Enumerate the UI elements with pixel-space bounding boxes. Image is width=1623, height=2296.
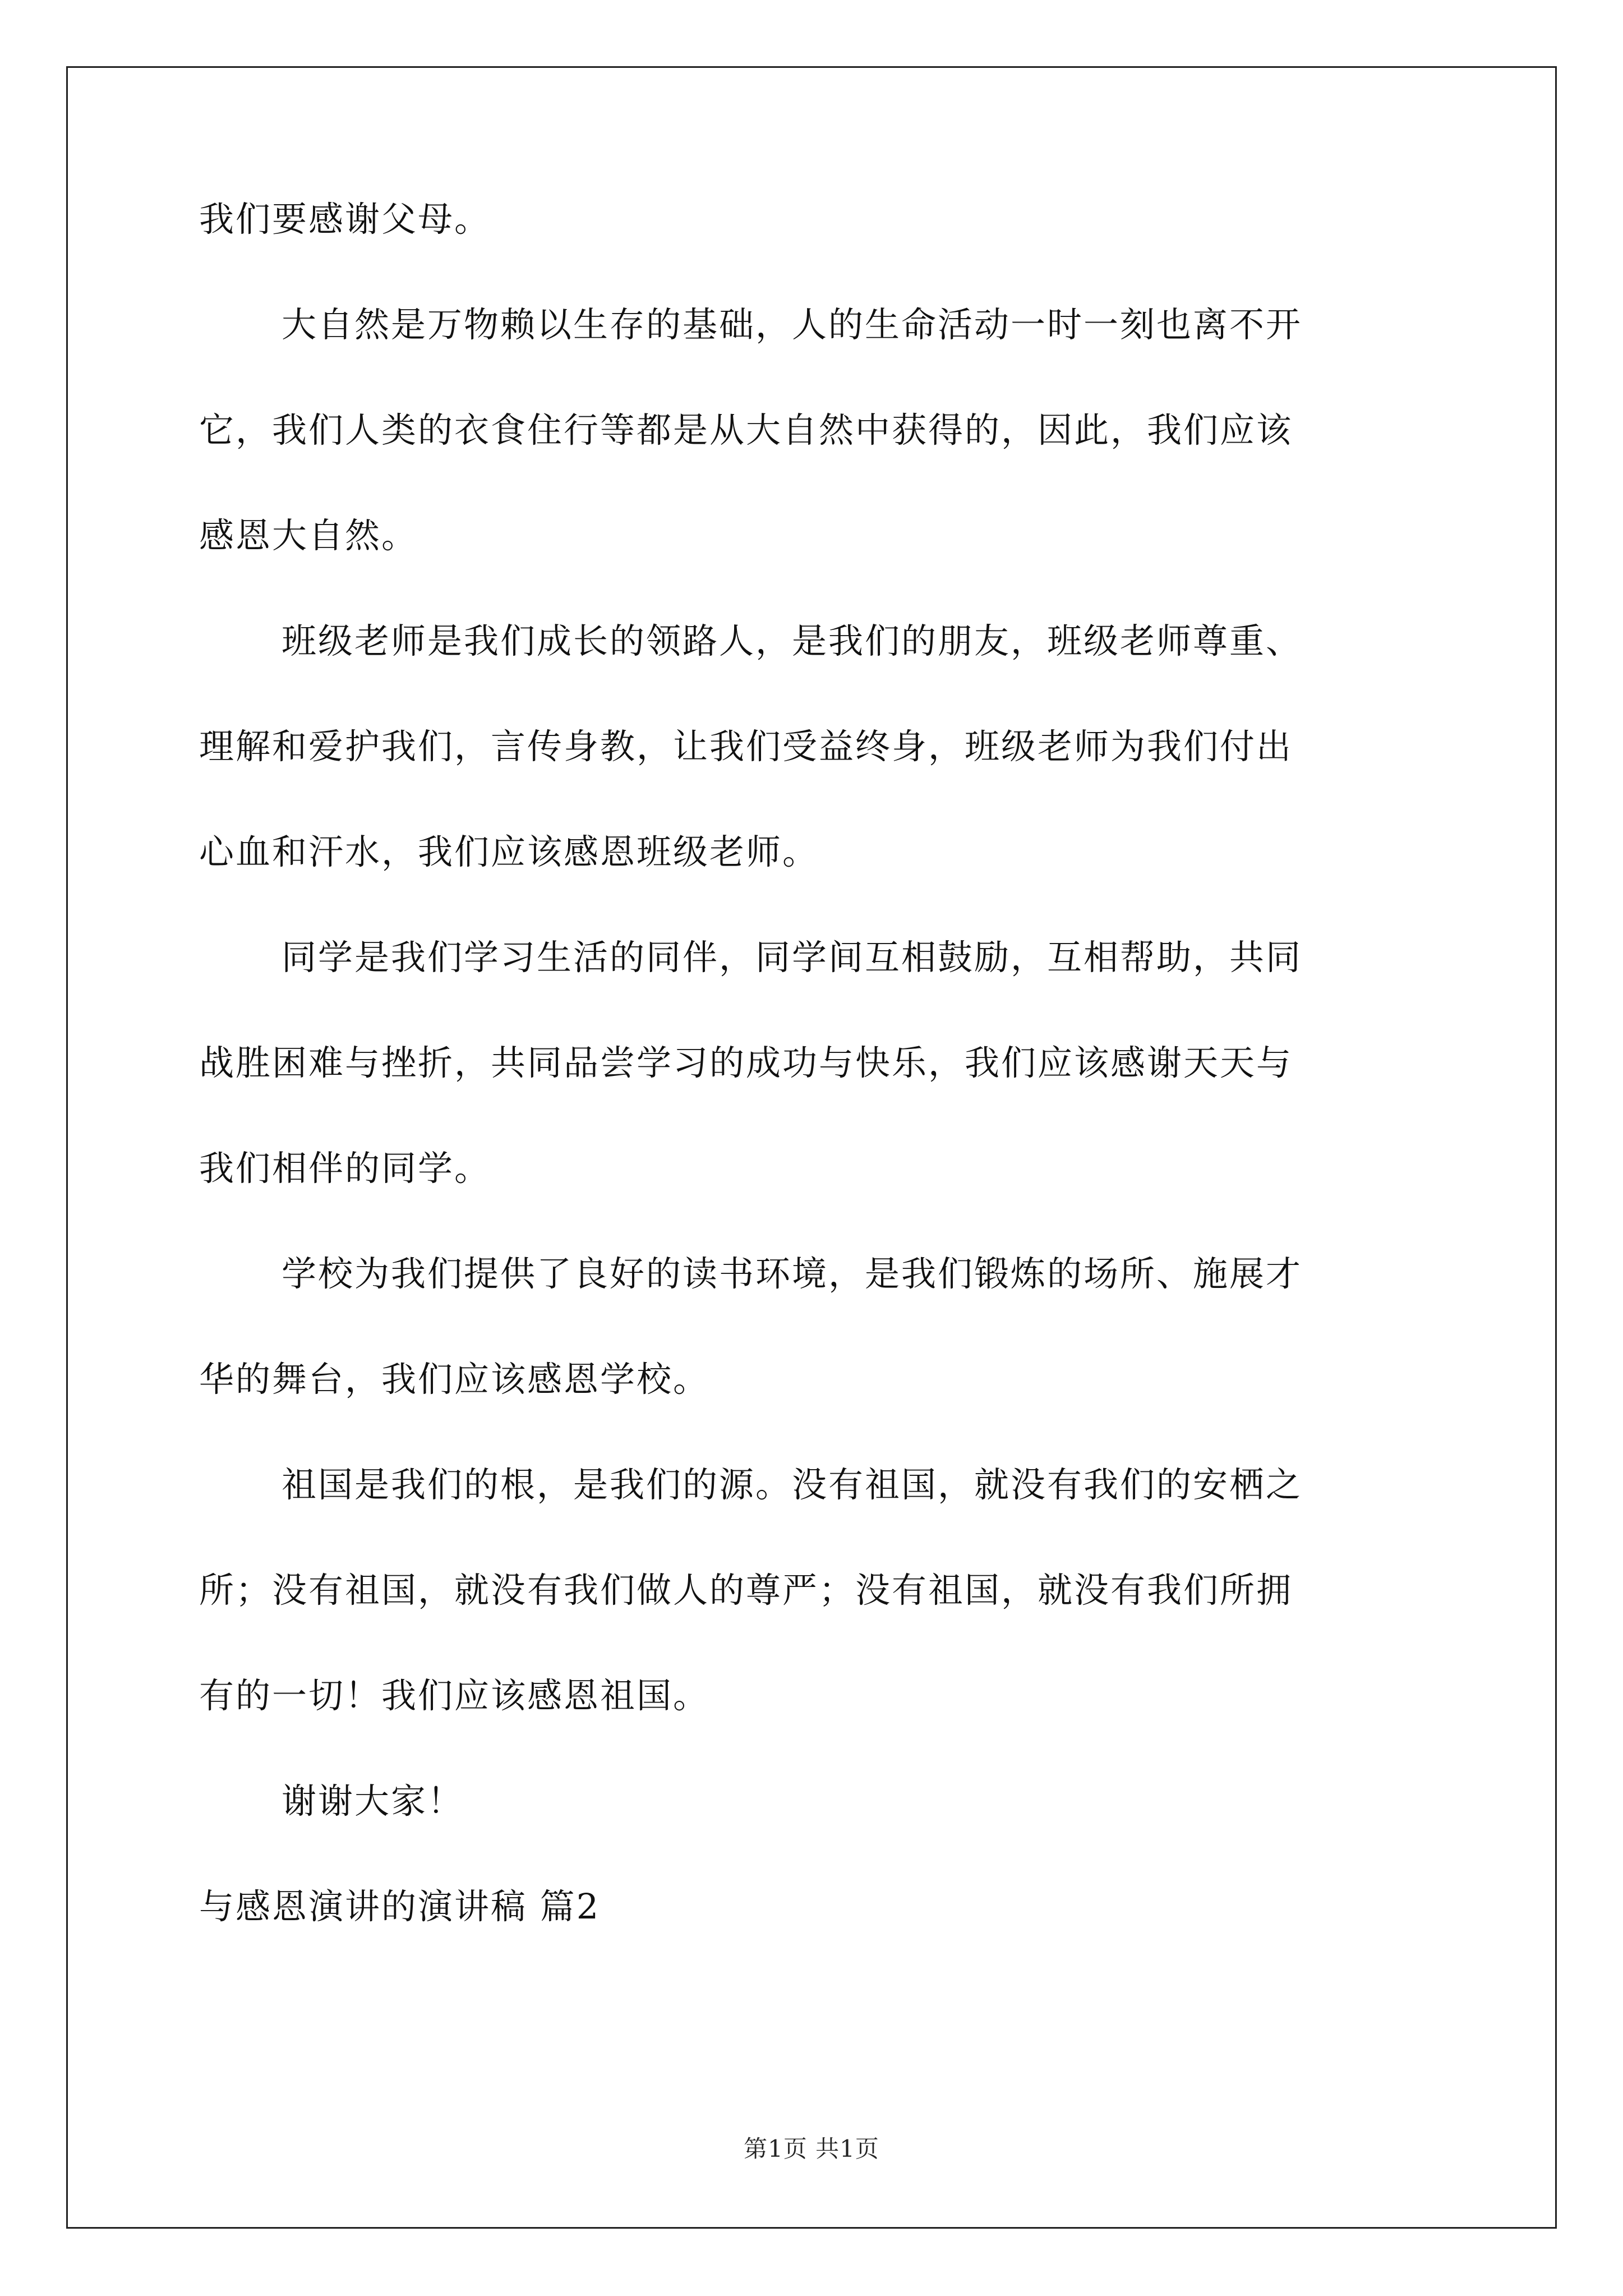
text-line: 心血和汗水，我们应该感恩班级老师。 — [199, 831, 819, 872]
text-line: 我们要感谢父母。 — [199, 199, 491, 240]
paragraph-start-line: 学校为我们提供了良好的读书环境，是我们锻炼的场所、施展才 — [282, 1253, 1303, 1294]
text-line: 所；没有祖国，就没有我们做人的尊严；没有祖国，就没有我们所拥 — [199, 1570, 1293, 1611]
paragraph-start-line: 班级老师是我们成长的领路人，是我们的朋友，班级老师尊重、 — [282, 620, 1303, 661]
text-line: 我们相伴的同学。 — [199, 1148, 491, 1189]
closing-line: 谢谢大家！ — [282, 1780, 464, 1821]
text-line: 理解和爱护我们，言传身教，让我们受益终身，班级老师为我们付出 — [199, 726, 1293, 767]
page-footer: 第1页 共1页 — [744, 2135, 879, 2162]
text-line: 它，我们人类的衣食住行等都是从大自然中获得的，因此，我们应该 — [199, 409, 1293, 450]
text-line: 有的一切！我们应该感恩祖国。 — [199, 1675, 710, 1716]
text-line: 华的舞台，我们应该感恩学校。 — [199, 1359, 710, 1400]
paragraph-start-line: 祖国是我们的根，是我们的源。没有祖国，就没有我们的安栖之 — [282, 1464, 1303, 1505]
section-heading: 与感恩演讲的演讲稿 篇2 — [199, 1886, 601, 1927]
text-line: 战胜困难与挫折，共同品尝学习的成功与快乐，我们应该感谢天天与 — [199, 1042, 1293, 1083]
paragraph-start-line: 大自然是万物赖以生存的基础，人的生命活动一时一刻也离不开 — [282, 304, 1303, 345]
text-line: 感恩大自然。 — [199, 515, 418, 556]
paragraph-start-line: 同学是我们学习生活的同伴，同学间互相鼓励，互相帮助，共同 — [282, 937, 1303, 978]
